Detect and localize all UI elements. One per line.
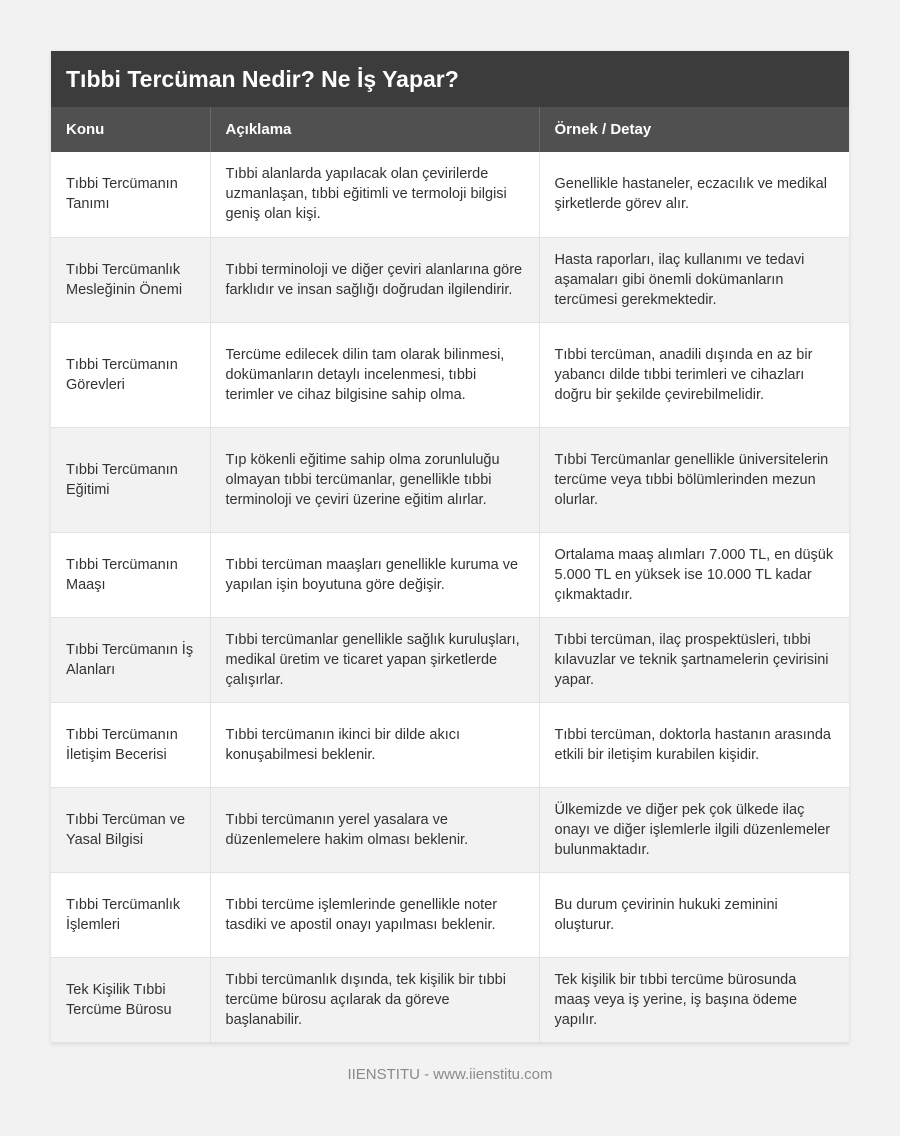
cell-aciklama: Tıbbi tercüme işlemlerinde genellikle noter tasdiki ve apostil onayı yapılması beklenir. — [210, 872, 539, 957]
table-row — [51, 152, 849, 237]
table-row — [51, 787, 849, 872]
cell-ornek: Tek kişilik bir tıbbi tercüme bürosunda maaş veya iş yerine, iş başına ödeme yapılır. — [539, 957, 849, 1042]
cell-konu: Tek Kişilik Tıbbi Tercüme Bürosu — [51, 957, 210, 1042]
header-aciklama: Açıklama — [210, 107, 539, 152]
cell-konu: Tıbbi Tercümanlık İşlemleri — [51, 872, 210, 957]
cell-ornek: Ülkemizde ve diğer pek çok ülkede ilaç onayı ve diğer işlemlerle ilgili düzenlemeler bulunmaktadır. — [539, 787, 849, 872]
table-card — [51, 51, 849, 1043]
header-konu: Konu — [51, 107, 210, 152]
cell-ornek: Bu durum çevirinin hukuki zeminini oluşturur. — [539, 872, 849, 957]
table-row — [51, 237, 849, 322]
cell-aciklama: Tercüme edilecek dilin tam olarak bilinmesi, dokümanların detaylı incelenmesi, tıbbi terimler ve cihaz bilgisine sahip olma. — [210, 322, 539, 427]
table-body — [51, 152, 849, 1042]
cell-ornek: Tıbbi tercüman, ilaç prospektüsleri, tıbbi kılavuzlar ve teknik şartnamelerin çevirisini yapar. — [539, 617, 849, 702]
cell-aciklama: Tıbbi alanlarda yapılacak olan çevirilerde uzmanlaşan, tıbbi eğitimli ve termoloji bilgisi geniş olan kişi. — [210, 152, 539, 237]
table-row — [51, 872, 849, 957]
table-header — [51, 107, 849, 152]
table-title: Tıbbi Tercüman Nedir? Ne İş Yapar? — [51, 51, 849, 107]
cell-ornek: Hasta raporları, ilaç kullanımı ve tedavi aşamaları gibi önemli dokümanların tercümesi gerekmektedir. — [539, 237, 849, 322]
cell-konu: Tıbbi Tercümanın Eğitimi — [51, 427, 210, 532]
cell-konu: Tıbbi Tercümanın Maaşı — [51, 532, 210, 617]
cell-aciklama: Tıbbi tercümanın ikinci bir dilde akıcı konuşabilmesi beklenir. — [210, 702, 539, 787]
cell-aciklama: Tıp kökenli eğitime sahip olma zorunluluğu olmayan tıbbi tercümanlar, genellikle tıbbi terminoloji ve çeviri üzerine eğitim alırlar. — [210, 427, 539, 532]
table-row — [51, 322, 849, 427]
cell-aciklama: Tıbbi tercümanlık dışında, tek kişilik bir tıbbi tercüme bürosu açılarak da göreve başlanabilir. — [210, 957, 539, 1042]
info-table — [51, 107, 849, 1043]
header-ornek-detay: Örnek / Detay — [539, 107, 849, 152]
cell-konu: Tıbbi Tercümanın İş Alanları — [51, 617, 210, 702]
footer-credit: IIENSTITU - www.iienstitu.com — [347, 1066, 553, 1083]
table-row — [51, 702, 849, 787]
table-row — [51, 427, 849, 532]
cell-aciklama: Tıbbi tercümanın yerel yasalara ve düzenlemelere hakim olması beklenir. — [210, 787, 539, 872]
cell-konu: Tıbbi Tercümanlık Mesleğinin Önemi — [51, 237, 210, 322]
cell-konu: Tıbbi Tercüman ve Yasal Bilgisi — [51, 787, 210, 872]
cell-ornek: Tıbbi tercüman, anadili dışında en az bir yabancı dilde tıbbi terimleri ve cihazları doğru bir şekilde çevirebilmelidir. — [539, 322, 849, 427]
cell-ornek: Ortalama maaş alımları 7.000 TL, en düşük 5.000 TL en yüksek ise 10.000 TL kadar çıkmaktadır. — [539, 532, 849, 617]
table-row — [51, 617, 849, 702]
cell-aciklama: Tıbbi tercüman maaşları genellikle kuruma ve yapılan işin boyutuna göre değişir. — [210, 532, 539, 617]
cell-ornek: Tıbbi Tercümanlar genellikle üniversitelerin tercüme veya tıbbi bölümlerinden mezun olurlar. — [539, 427, 849, 532]
cell-aciklama: Tıbbi terminoloji ve diğer çeviri alanlarına göre farklıdır ve insan sağlığı doğrudan ilgilendirir. — [210, 237, 539, 322]
table-row — [51, 957, 849, 1042]
cell-aciklama: Tıbbi tercümanlar genellikle sağlık kuruluşları, medikal üretim ve ticaret yapan şirketlerde çalışırlar. — [210, 617, 539, 702]
cell-konu: Tıbbi Tercümanın Tanımı — [51, 152, 210, 237]
cell-ornek: Tıbbi tercüman, doktorla hastanın arasında etkili bir iletişim kurabilen kişidir. — [539, 702, 849, 787]
cell-konu: Tıbbi Tercümanın Görevleri — [51, 322, 210, 427]
cell-ornek: Genellikle hastaneler, eczacılık ve medikal şirketlerde görev alır. — [539, 152, 849, 237]
cell-konu: Tıbbi Tercümanın İletişim Becerisi — [51, 702, 210, 787]
table-row — [51, 532, 849, 617]
